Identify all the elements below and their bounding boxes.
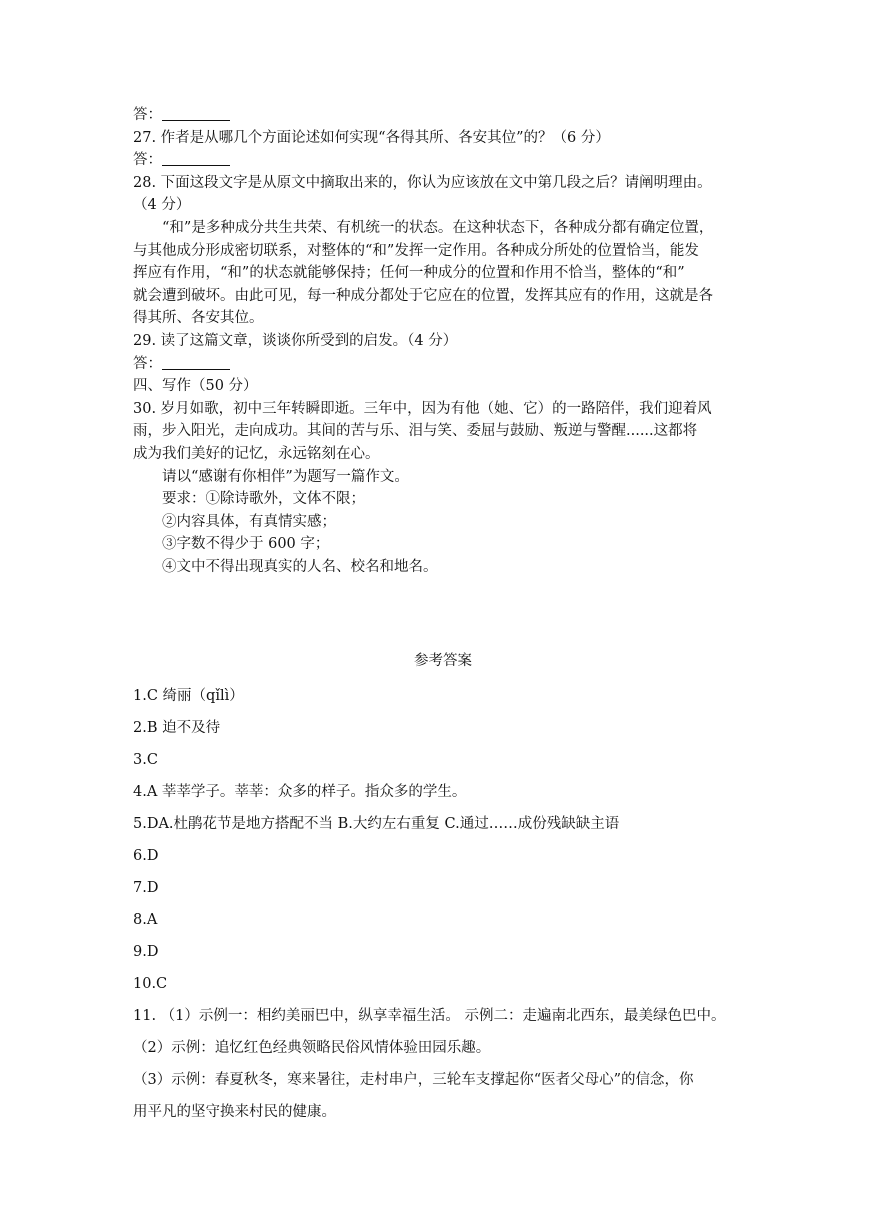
answer-item: 9.D <box>133 944 159 961</box>
answer-item: 4.A 莘莘学子。莘莘：众多的样子。指众多的学生。 <box>133 784 467 801</box>
question-29: 29. 读了这篇文章，谈谈你所受到的启发。（4 分） <box>133 332 458 349</box>
answer-key-title: 参考答案 <box>414 653 472 670</box>
requirement-item: ③字数不得少于 600 字； <box>162 536 330 553</box>
document-page <box>133 104 753 1128</box>
answer-item: 5.DA.杜鹃花节是地方搭配不当 B.大约左右重复 C.通过……成份残缺缺主语 <box>133 816 620 833</box>
question-30-line: 30. 岁月如歌，初中三年转瞬即逝。三年中，因为有他（她、它）的一路陪伴，我们迎着风 <box>133 400 712 417</box>
answer-item: 6.D <box>133 848 159 865</box>
answer-item: 3.C <box>133 752 158 769</box>
passage-line: 与其他成分形成密切联系，对整体的“和”发挥一定作用。各种成分所处的位置恰当，能发 <box>133 242 699 259</box>
essay-prompt: 请以“感谢有你相伴”为题写一篇作文。 <box>162 468 409 485</box>
requirement-item: ④文中不得出现真实的人名、校名和地名。 <box>162 558 438 575</box>
answer-line-29: 答： <box>133 353 753 376</box>
requirement-item: ②内容具体，有真情实感； <box>162 513 336 530</box>
answer-line-26: 答： <box>133 104 753 127</box>
passage-line: 就会遭到破坏。由此可见，每一种成分都处于它应在的位置，发挥其应有的作用，这就是各 <box>133 287 713 304</box>
answer-item: 2.B 迫不及待 <box>133 720 221 737</box>
passage-line: 挥应有作用，“和”的状态就能够保持；任何一种成分的位置和作用不恰当，整体的“和” <box>133 265 685 282</box>
question-30-line: 成为我们美好的记忆，永远铭刻在心。 <box>133 445 380 462</box>
answer-key-list <box>133 680 753 1128</box>
section-heading-writing: 四、写作（50 分） <box>133 378 258 395</box>
requirement-item: 要求：①除诗歌外，文体不限； <box>162 491 365 508</box>
answer-item: 11. （1）示例一：相约美丽巴中，纵享幸福生活。 示例二：走遍南北西东，最美绿色巴中。 <box>133 1008 726 1025</box>
answer-blank[interactable] <box>162 151 230 166</box>
answer-item: 10.C <box>133 976 168 993</box>
question-27: 27. 作者是从哪几个方面论述如何实现“各得其所、各安其位”的？（6 分） <box>133 129 610 146</box>
passage-line: “和”是多种成分共生共荣、有机统一的状态。在这种状态下，各种成分都有确定位置， <box>162 219 714 236</box>
passage-line: 得其所、各安其位。 <box>133 310 264 327</box>
answer-item: （2）示例：追忆红色经典领略民俗风情体验田园乐趣。 <box>133 1040 491 1057</box>
answer-item: 用平凡的坚守换来村民的健康。 <box>133 1104 336 1121</box>
answer-line-27: 答： <box>133 149 753 172</box>
answer-item: 1.C 绮丽（qǐlì） <box>133 688 244 705</box>
answer-item: （3）示例：春夏秋冬，寒来暑往，走村串户，三轮车支撑起你“医者父母心”的信念，你 <box>133 1072 694 1089</box>
answer-item: 7.D <box>133 880 159 897</box>
answer-blank[interactable] <box>162 355 230 370</box>
question-28: 28. 下面这段文字是从原文中摘取出来的，你认为应该放在文中第几段之后？请阐明理由。 <box>133 174 712 191</box>
answer-item: 8.A <box>133 912 158 929</box>
question-28-score: （4 分） <box>133 197 191 214</box>
question-30-line: 雨，步入阳光，走向成功。其间的苦与乐、泪与笑、委屈与鼓励、叛逆与警醒......这都将 <box>133 423 698 440</box>
answer-blank[interactable] <box>162 106 230 121</box>
